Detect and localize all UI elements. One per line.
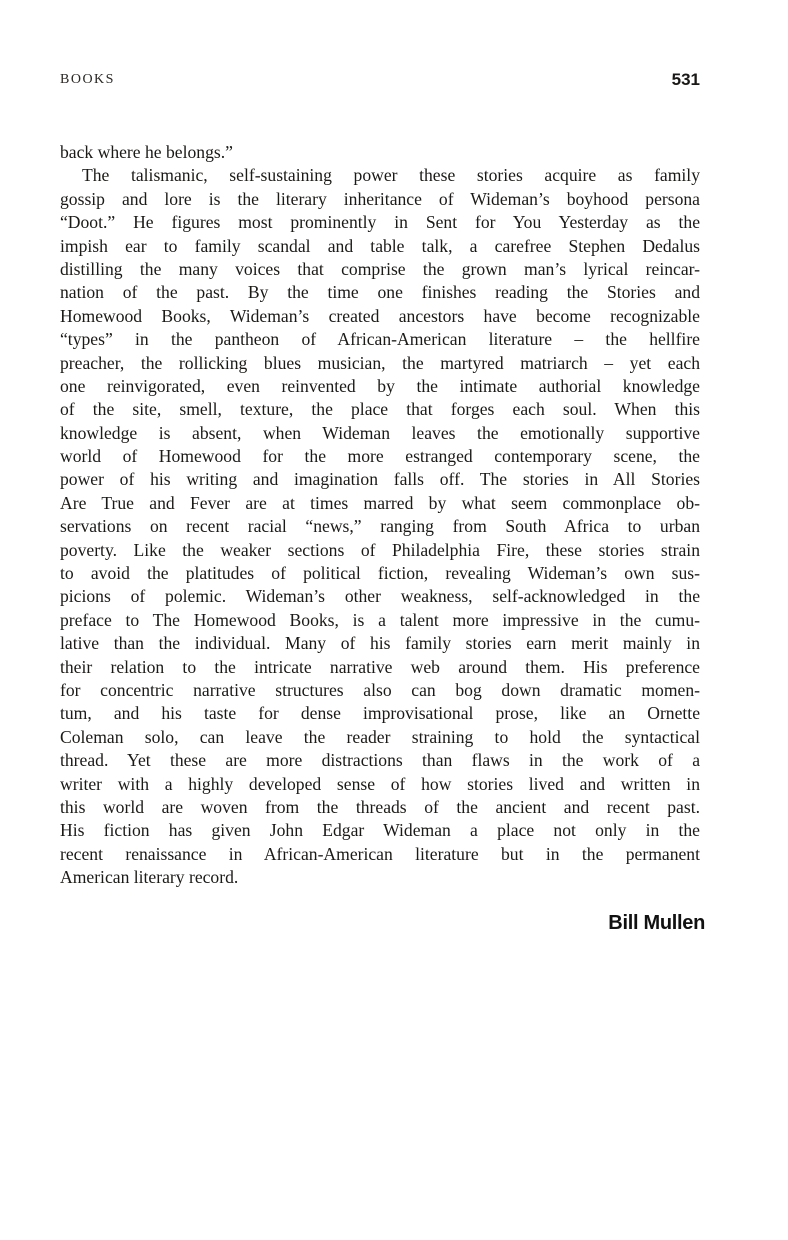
text-line: their relation to the intricate narrative web around them. His preference <box>60 656 700 677</box>
text-line: for concentric narrative structures also can bog down dramatic momen- <box>60 679 700 700</box>
text-line: knowledge is absent, when Wideman leaves the emotionally supportive <box>60 422 700 443</box>
text-line: nation of the past. By the time one finishes reading the Stories and <box>60 282 700 303</box>
text-line: recent renaissance in African-American literature but in the permanent <box>60 843 700 864</box>
text-line: “types” in the pantheon of African-American literature – the hellfire <box>60 329 700 350</box>
text-line: to avoid the platitudes of political fiction, revealing Wideman’s own sus- <box>60 563 700 584</box>
text-line: of the site, smell, texture, the place that forges each soul. When this <box>60 399 700 420</box>
text-line: The talismanic, self-sustaining power these stories acquire as family <box>82 165 700 186</box>
text-line: tum, and his taste for dense improvisational prose, like an Ornette <box>60 703 700 724</box>
section-title: BOOKS <box>60 72 115 87</box>
text-line: preacher, the rollicking blues musician, the martyred matriarch – yet each <box>60 352 700 373</box>
text-line: distilling the many voices that comprise the grown man’s lyrical reincar- <box>60 258 700 279</box>
text-line: American literary record. <box>60 867 239 888</box>
text-line: His fiction has given John Edgar Wideman a place not only in the <box>60 820 700 841</box>
text-line: impish ear to family scandal and table talk, a carefree Stephen Dedalus <box>60 235 700 256</box>
reviewer-byline: Bill Mullen <box>608 912 705 934</box>
text-line: writer with a highly developed sense of how stories lived and written in <box>60 773 700 794</box>
text-line: thread. Yet these are more distractions than flaws in the work of a <box>60 750 700 771</box>
text-line: this world are woven from the threads of the ancient and recent past. <box>60 796 700 817</box>
text-line: lative than the individual. Many of his family stories earn merit mainly in <box>60 633 700 654</box>
text-line: “Doot.” He figures most prominently in Sent for You Yesterday as the <box>60 212 700 233</box>
text-line: preface to The Homewood Books, is a talent more impressive in the cumu- <box>60 609 700 630</box>
review-body <box>60 141 700 890</box>
text-line: gossip and lore is the literary inheritance of Wideman’s boyhood persona <box>60 188 700 209</box>
text-line: picions of polemic. Wideman’s other weakness, self-acknowledged in the <box>60 586 700 607</box>
text-line: Homewood Books, Wideman’s created ancestors have become recognizable <box>60 305 700 326</box>
running-head <box>60 70 700 92</box>
text-line: back where he belongs.” <box>60 142 233 162</box>
text-line: one reinvigorated, even reinvented by the intimate authorial knowledge <box>60 375 700 396</box>
text-line: poverty. Like the weaker sections of Philadelphia Fire, these stories strain <box>60 539 700 560</box>
text-line: Coleman solo, can leave the reader straining to hold the syntactical <box>60 726 700 747</box>
text-line: world of Homewood for the more estranged contemporary scene, the <box>60 446 700 467</box>
text-line: servations on recent racial “news,” ranging from South Africa to urban <box>60 516 700 537</box>
text-line: power of his writing and imagination falls off. The stories in All Stories <box>60 469 700 490</box>
text-line: Are True and Fever are at times marred by what seem commonplace ob- <box>60 492 700 513</box>
page-number: 531 <box>671 70 700 89</box>
